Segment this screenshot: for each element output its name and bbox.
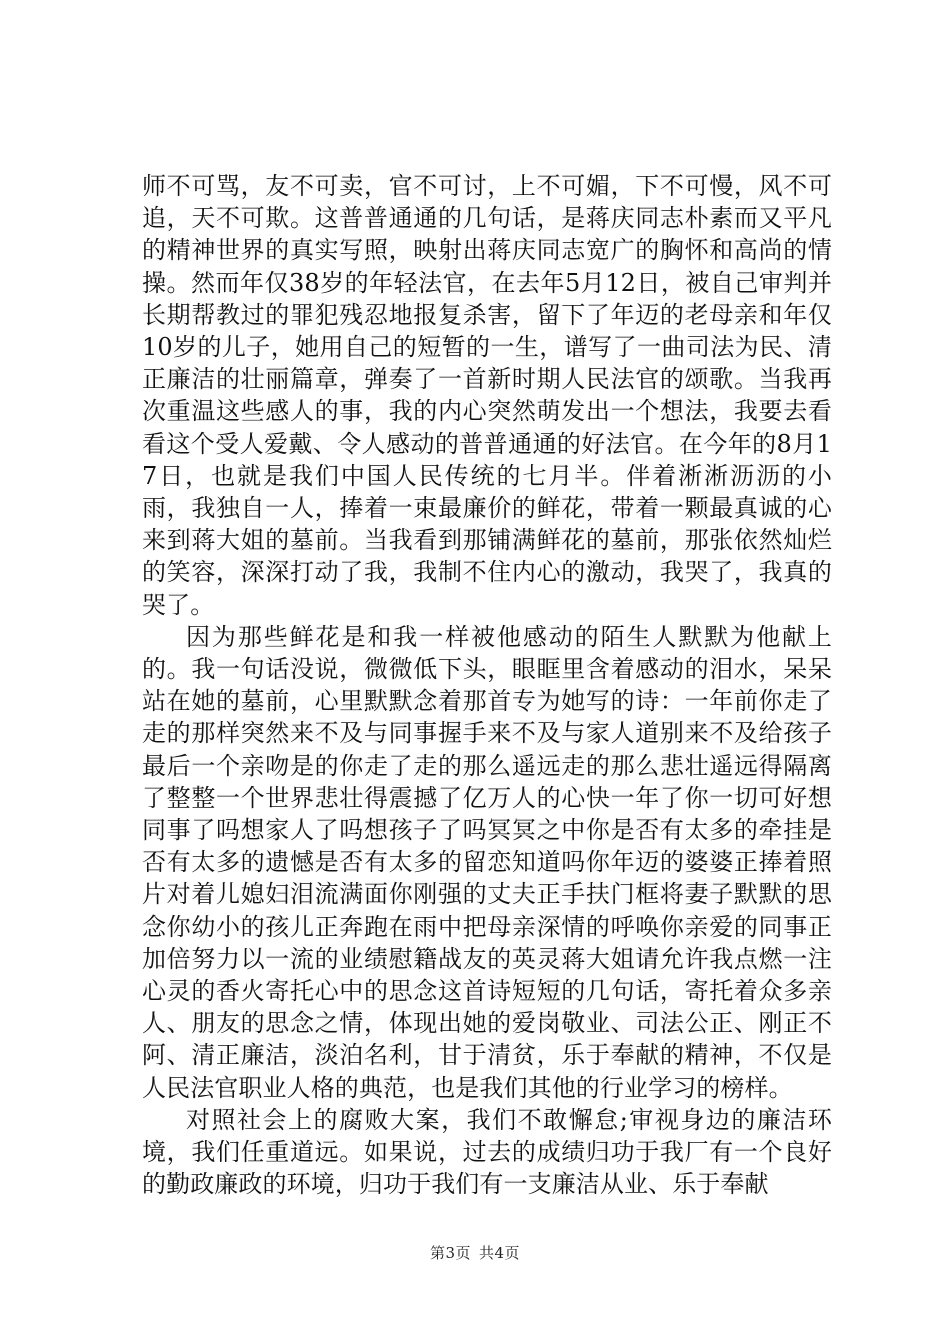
paragraph-3: 对照社会上的腐败大案，我们不敢懈怠;审视身边的廉洁环境，我们任重道远。如果说，过去的成绩归功于我厂有一个良好的勤政廉政的环境，归功于我们有一支廉洁从业、乐于奉献 bbox=[142, 1105, 832, 1199]
paragraph-2: 因为那些鲜花是和我一样被他感动的陌生人默默为他献上的。我一句话没说，微微低下头，眼眶里含着感动的泪水，呆呆站在她的墓前，心里默默念着那首专为她写的诗：一年前你走了走的那样突然来不及与同事握手来不及与家人道别来不及给孩子最后一个亲吻是的你走了走的那么遥远走的那么悲壮遥远得隔离了整整一个世界悲壮得震撼了亿万人的心快一年了你一切可好想同事了吗想家人了吗想孩子了吗冥冥之中你是否有太多的牵挂是否有太多的遗憾是否有太多的留恋知道吗你年迈的婆婆正捧着照片对着儿媳妇泪流满面你刚强的丈夫正手扶门框将妻子默默的思念你幼小的孩儿正奔跑在雨中把母亲深情的呼唤你亲爱的同事正加倍努力以一流的业绩慰籍战友的英灵蒋大姐请允许我点燃一注心灵的香火寄托心中的思念这首诗短短的几句话，寄托着众多亲人、朋友的思念之情，体现出她的爱岗敬业、司法公正、刚正不阿、清正廉洁，淡泊名利，甘于清贫，乐于奉献的精神，不仅是人民法官职业人格的典范，也是我们其他的行业学习的榜样。 bbox=[142, 622, 832, 1102]
page-footer bbox=[0, 1242, 950, 1263]
paragraph-1: 师不可骂，友不可卖，官不可讨，上不可媚，下不可慢，风不可追，天不可欺。这普普通通的几句话，是蒋庆同志朴素而又平凡的精神世界的真实写照，映射出蒋庆同志宽广的胸怀和高尚的情操。然而年仅38岁的年轻法官，在去年5月12日，被自己审判并长期帮教过的罪犯残忍地报复杀害，留下了年迈的老母亲和年仅10岁的儿子，她用自己的短暂的一生，谱写了一曲司法为民、清正廉洁的壮丽篇章，弹奏了一首新时期人民法官的颂歌。当我再次重温这些感人的事，我的内心突然萌发出一个想法，我要去看看这个受人爱戴、令人感动的普普通通的好法官。在今年的8月17日，也就是我们中国人民传统的七月半。伴着淅淅沥沥的小雨，我独自一人，捧着一束最廉价的鲜花，带着一颗最真诚的心来到蒋大姐的墓前。当我看到那铺满鲜花的墓前，那张依然灿烂的笑容，深深打动了我，我制不住内心的激动，我哭了，我真的哭了。 bbox=[142, 172, 832, 619]
document-body bbox=[142, 170, 832, 1201]
page-total: 共4页 bbox=[479, 1244, 521, 1262]
page-number: 第3页 bbox=[429, 1244, 471, 1262]
